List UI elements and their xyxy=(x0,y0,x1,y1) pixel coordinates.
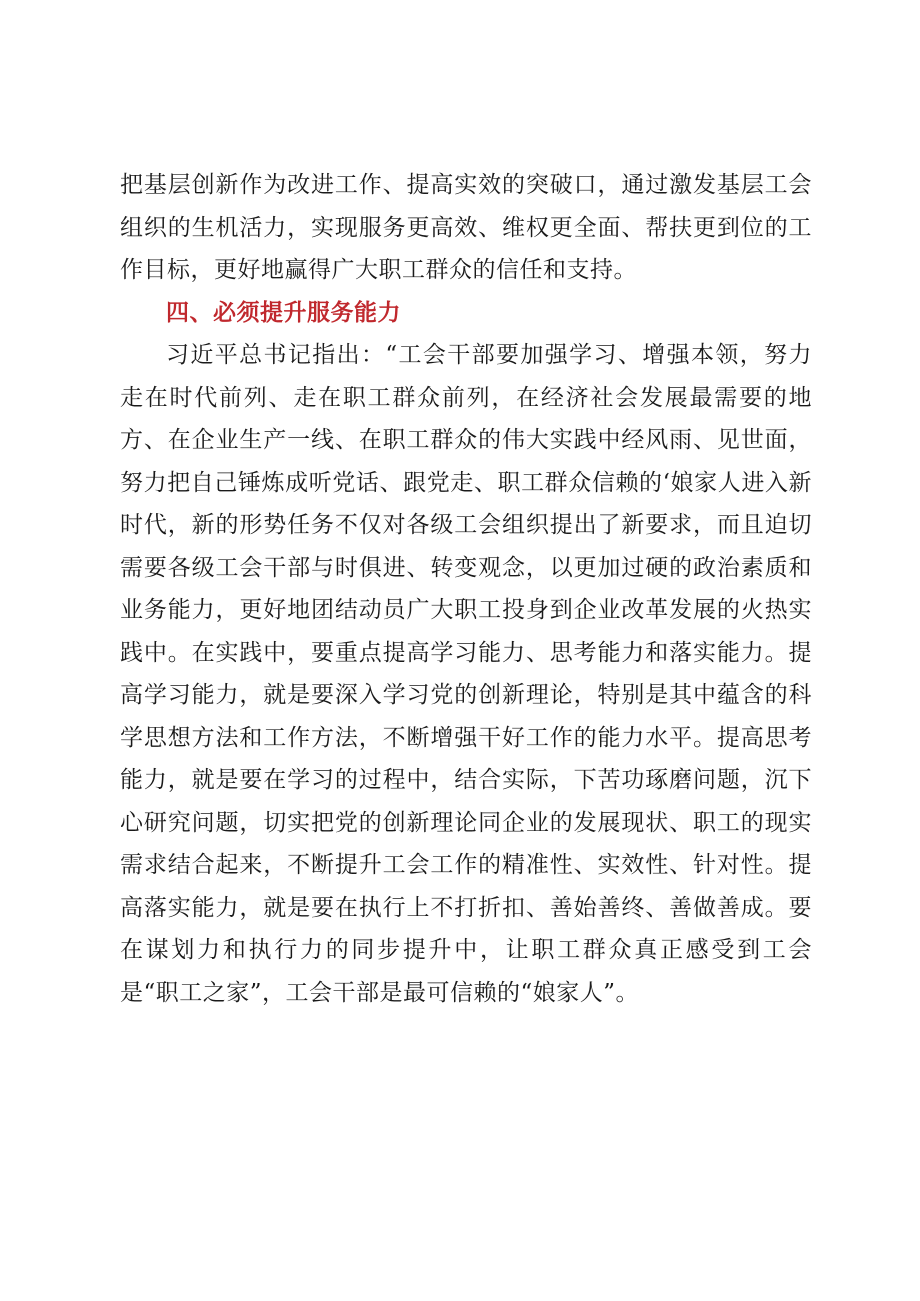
section-heading: 四、必须提升服务能力 xyxy=(166,299,401,326)
paragraph-continued: 把基层创新作为改进工作、提高实效的突破口，通过激发基层工会组织的生机活力，实现服务更高效、维权更全面、帮扶更到位的工作目标，更好地赢得广大职工群众的信任和支持。 xyxy=(120,172,812,283)
paragraph-main: 习近平总书记指出：“工会干部要加强学习、增强本领，努力走在时代前列、走在职工群众前列，在经济社会发展最需要的地方、在企业生产一线、在职工群众的伟大实践中经风雨、见世面，努力把自己锤炼成听党话、跟党走、职工群众信赖的‘娘家人进入新时代，新的形势任务不仅对各级工会组织提出了新要求，而且迫切需要各级工会干部与时俱进、转变观念，以更加过硬的政治素质和业务能力，更好地团结动员广大职工投身到企业改革发展的火热实践中。在实践中，要重点提高学习能力、思考能力和落实能力。提高学习能力，就是要深入学习党的创新理论，特别是其中蕴含的科学思想方法和工作方法，不断增强干好工作的能力水平。提高思考能力，就是要在学习的过程中，结合实际，下苦功琢磨问题，沉下心研究问题，切实把党的创新理论同企业的发展现状、职工的现实需求结合起来，不断提升工会工作的精准性、实效性、针对性。提高落实能力，就是要在执行上不打折扣、善始善终、善做善成。要在谋划力和执行力的同步提升中，让职工群众真正感受到工会是“职工之家”，工会干部是最可信赖的“娘家人”。 xyxy=(120,342,812,1006)
document-body xyxy=(120,164,812,1014)
